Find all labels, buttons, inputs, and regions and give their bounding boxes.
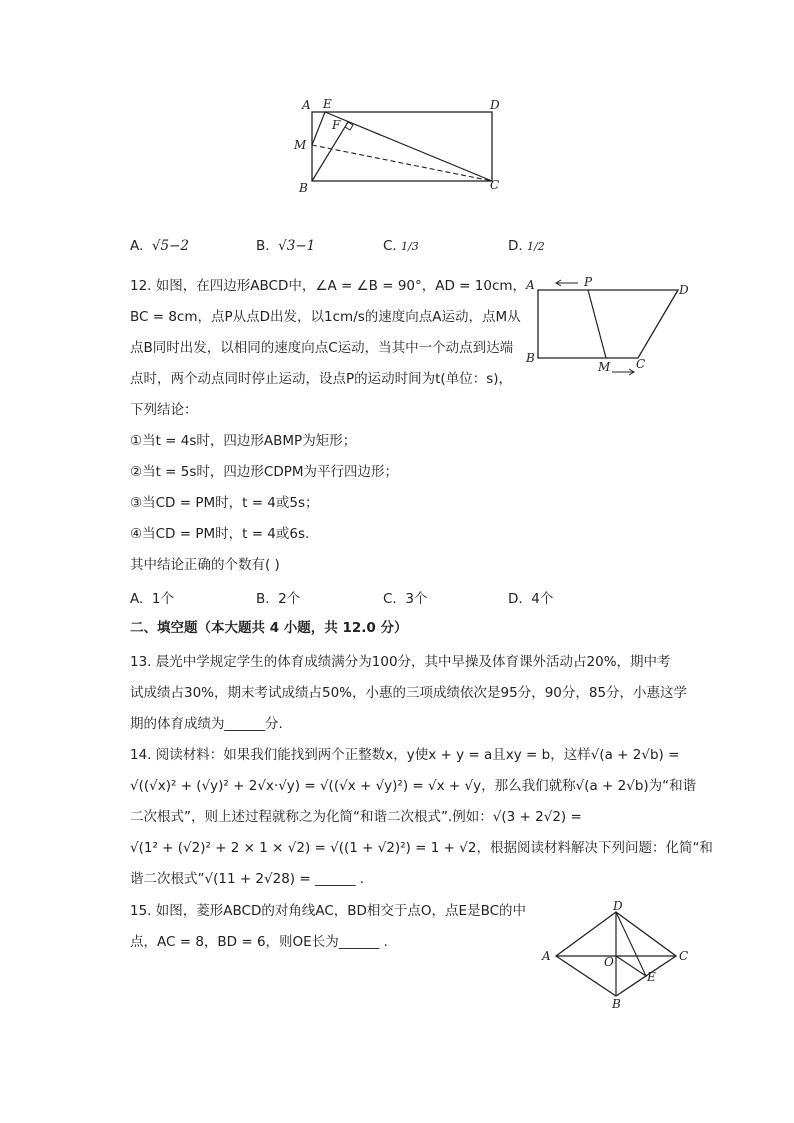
q14-line-2: √((√x)² + (√y)² + 2√x·√y) = √((√x + √y)²) = √x + √y，那么我们就称√(a + 2√b)为“和谐 xyxy=(130,778,697,794)
q12-line-4: 点时，两个动点同时停止运动，设点P的运动时间为t(单位：s)， xyxy=(130,371,513,387)
q12-line-5: 下列结论： xyxy=(130,402,198,418)
q11-option-a[interactable]: A. √5−2 xyxy=(130,238,189,254)
label-e: E xyxy=(323,97,332,111)
label-m: M xyxy=(598,360,611,374)
label-a: A xyxy=(526,278,535,292)
q13-line-3: 期的体育成绩为______分. xyxy=(130,716,283,732)
q11-option-b[interactable]: B. √3−1 xyxy=(256,238,316,254)
figure-q15 xyxy=(536,900,696,1010)
q12-conclusion-1: ①当t = 4s时，四边形ABMP为矩形； xyxy=(130,433,357,449)
q15-line-1: 15. 如图，菱形ABCD的对角线AC，BD相交于点O，点E是BC的中 xyxy=(130,903,527,919)
label-d: D xyxy=(679,283,689,297)
q14-line-1: 14. 阅读材料：如果我们能找到两个正整数x，y使x + y = a且xy = b，这样√(a + 2√b) = xyxy=(130,747,680,763)
q14-line-4: √(1² + (√2)² + 2 × 1 × √2) = √((1 + √2)²) = 1 + √2，根据阅读材料解决下列问题：化简“和 xyxy=(130,840,713,856)
label-b: B xyxy=(299,181,308,195)
label-o: O xyxy=(604,955,614,969)
q13-line-1: 13. 晨光中学规定学生的体育成绩满分为100分，其中早操及体育课外活动占20%，期中考 xyxy=(130,654,671,670)
q12-option-a[interactable]: A. 1个 xyxy=(130,591,174,607)
q11-option-c[interactable]: C. 1/3 xyxy=(383,238,419,254)
label-a: A xyxy=(302,98,311,112)
figure-q11 xyxy=(290,92,510,202)
label-f: F xyxy=(332,118,341,132)
q13-line-2: 试成绩占30%，期末考试成绩占50%，小惠的三项成绩依次是95分，90分，85分，小惠这学 xyxy=(130,685,688,701)
q12-option-b[interactable]: B. 2个 xyxy=(256,591,301,607)
section-heading-fill-in: 二、填空题（本大题共 4 小题，共 12.0 分） xyxy=(130,620,408,636)
q12-line-3: 点B同时出发，以相同的速度向点C运动，当其中一个动点到达端 xyxy=(130,340,514,356)
label-e: E xyxy=(647,970,656,984)
q11-option-d[interactable]: D. 1/2 xyxy=(508,238,545,254)
label-c: C xyxy=(490,178,500,192)
label-d: D xyxy=(490,98,500,112)
q14-line-3: 二次根式”，则上述过程就称之为化简“和谐二次根式”.例如：√(3 + 2√2) = xyxy=(130,809,582,825)
label-b: B xyxy=(526,351,535,365)
q12-line-2: BC = 8cm，点P从点D出发，以1cm/s的速度向点A运动，点M从 xyxy=(130,309,521,325)
segment-ec xyxy=(325,112,492,181)
quadrilateral-abcd xyxy=(538,290,678,358)
label-b: B xyxy=(612,997,621,1010)
segment-pm xyxy=(588,290,606,358)
q12-option-d[interactable]: D. 4个 xyxy=(508,591,554,607)
figure-q12 xyxy=(520,272,700,382)
q14-line-5: 谐二次根式”√(11 + 2√28) = ______ . xyxy=(130,871,365,887)
label-m: M xyxy=(294,138,307,152)
q12-option-c[interactable]: C. 3个 xyxy=(383,591,428,607)
q12-question: 其中结论正确的个数有( ) xyxy=(130,557,280,573)
label-d: D xyxy=(613,900,623,913)
label-a: A xyxy=(542,949,551,963)
label-p: P xyxy=(584,275,593,289)
q15-line-2: 点，AC = 8，BD = 6，则OE长为______ . xyxy=(130,934,388,950)
q12-conclusion-2: ②当t = 5s时，四边形CDPM为平行四边形； xyxy=(130,464,399,480)
label-c: C xyxy=(636,357,646,371)
q12-conclusion-3: ③当CD = PM时，t = 4或5s； xyxy=(130,495,319,511)
label-c: C xyxy=(679,949,689,963)
q12-line-1: 12. 如图，在四边形ABCD中，∠A = ∠B = 90°，AD = 10cm， xyxy=(130,278,527,294)
dashed-segment-mc xyxy=(312,145,492,181)
segment-em xyxy=(312,112,325,145)
q12-conclusion-4: ④当CD = PM时，t = 4或6s. xyxy=(130,526,310,542)
